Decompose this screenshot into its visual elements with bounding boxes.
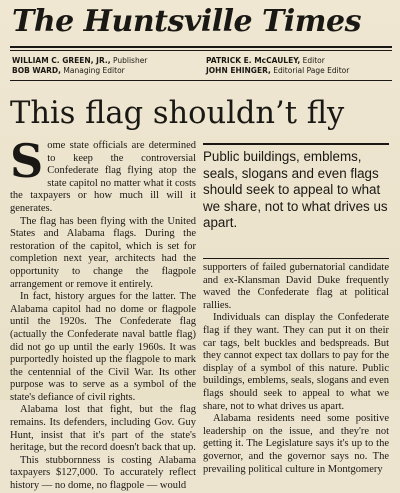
article-paragraph: Alabama lost that fight, but the flag remains. Its defenders, including Gov. Guy Hunt, insist that it's part of the state's heritage, but the record doesn't back that up. — [10, 404, 196, 454]
article-column-2 — [203, 262, 389, 475]
staff-line: JOHN EHINGER, Editorial Page Editor — [206, 66, 350, 75]
article-paragraph: Some state officials are determined to keep the controversial Confederate flag flying atop the state capitol no matter what it costs the taxpayers or how much ill will it generates. — [10, 134, 196, 214]
drop-cap: S — [10, 134, 44, 188]
staff-line: WILLIAM C. GREEN, JR., Publisher — [12, 56, 148, 65]
article-paragraph: Alabama residents need some positive leadership on the issue, and they're not getting it. The Legislature says it's up to the governor, and the governor says no. The prevailing political culture in Montgomery — [203, 413, 389, 475]
staff-box-left — [12, 56, 147, 76]
staff-box-right — [206, 56, 349, 76]
staff-line: PATRICK E. McCAULEY, Editor — [206, 56, 325, 65]
staff-rule — [10, 80, 392, 81]
pull-quote: Public buildings, emblems, seals, slogans and even flags should seek to appeal to what we share, not to what drives us apart. — [203, 143, 389, 232]
article-column-1 — [10, 134, 196, 492]
pull-quote-rule — [203, 258, 389, 259]
article-paragraph: The flag has been flying with the United States and Alabama flags. During the restoration of the capitol, which is set for completion next year, architects had the opportunity to change the flagpole arrangement or remove it entirely. — [10, 215, 196, 290]
article-paragraph: supporters of failed gubernatorial candidate and ex-Klansman David Duke frequently waved the Confederate flag at political rallies. — [203, 262, 389, 311]
article-paragraph: In fact, history argues for the latter. The Alabama capitol had no dome or flagpole until the 1920s. The Confederate flag (actually the Confederate naval battle flag) did not go up until the early 1960s. It was purportedly hoisted up the flagpole to mark the centennial of the Civil War. Its other purpose was to serve as a symbol of the state's defiance of civil rights. — [10, 291, 196, 403]
masthead-rule-thin — [10, 50, 392, 51]
headline: This flag shouldn’t fly — [10, 96, 345, 131]
staff-line: BOB WARD, Managing Editor — [12, 66, 125, 75]
article-paragraph: This stubbornness is costing Alabama taxpayers $127,000. To accurately reflect history — no dome, no flagpole — would — [10, 454, 196, 492]
article-paragraph: Individuals can display the Confederate flag if they want. They can put it on their car tags, belt buckles and bedspreads. But they cannot expect tax dollars to pay for the display of a symbol of this nature. Public buildings, emblems, seals, slogans and even flags should seek to appeal to what we share, not to what drives us apart. — [203, 312, 389, 412]
masthead: The Huntsville Times — [12, 4, 361, 39]
masthead-rule — [10, 46, 392, 48]
